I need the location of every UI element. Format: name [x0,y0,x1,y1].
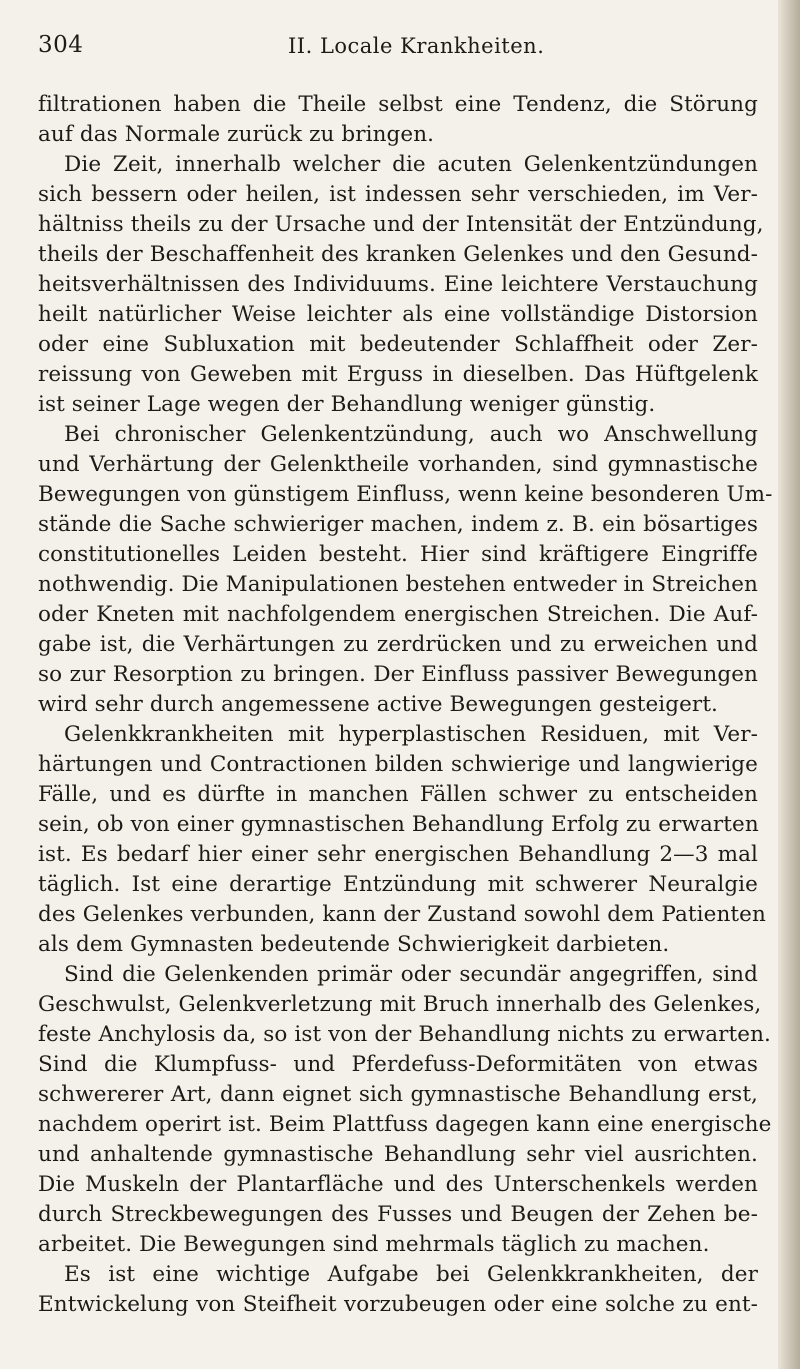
text-line: Die Muskeln der Plantarfläche und des Unterschenkels werden [38,1172,758,1197]
text-line: constitutionelles Leiden besteht. Hier sind kräftigere Eingriffe [38,542,758,567]
text-line: oder eine Subluxation mit bedeutender Schlaffheit oder Zer- [38,332,758,357]
text-line: hältniss theils zu der Ursache und der Intensität der Entzündung, [38,212,764,237]
text-line: und anhaltende gymnastische Behandlung sehr viel ausrichten. [38,1142,758,1167]
text-line: gabe ist, die Verhärtungen zu zerdrücken und zu erweichen und [38,632,758,657]
text-line: nachdem operirt ist. Beim Plattfuss dagegen kann eine energische [38,1112,772,1137]
text-line: härtungen und Contractionen bilden schwierige und langwierige [38,752,758,777]
text-line: durch Streckbewegungen des Fusses und Beugen der Zehen be- [38,1202,758,1227]
text-line: heilt natürlicher Weise leichter als eine vollständige Distorsion [38,302,758,327]
page-edge [778,0,800,1369]
body-text [38,90,773,1320]
text-line: Es ist eine wichtige Aufgabe bei Gelenkkrankheiten, der [64,1262,758,1287]
page-header [38,32,760,66]
text-line: Sind die Klumpfuss- und Pferdefuss-Deformitäten von etwas [38,1052,758,1077]
text-line: sich bessern oder heilen, ist indessen sehr verschieden, im Ver- [38,182,758,207]
text-line: des Gelenkes verbunden, kann der Zustand sowohl dem Patienten [38,902,766,927]
text-line: täglich. Ist eine derartige Entzündung mit schwerer Neuralgie [38,872,758,897]
text-line: schwererer Art, dann eignet sich gymnastische Behandlung erst, [38,1082,758,1107]
text-line: Die Zeit, innerhalb welcher die acuten Gelenkentzündungen [64,152,758,177]
text-line: Bei chronischer Gelenkentzündung, auch wo Anschwellung [64,422,758,447]
text-line: stände die Sache schwieriger machen, indem z. B. ein bösartiges [38,512,758,537]
text-line: Sind die Gelenkenden primär oder secundär angegriffen, sind [64,962,758,987]
text-line: nothwendig. Die Manipulationen bestehen entweder in Streichen [38,572,758,597]
text-line: Geschwulst, Gelenkverletzung mit Bruch innerhalb des Gelenkes, [38,992,762,1017]
text-line: oder Kneten mit nachfolgendem energischen Streichen. Die Auf- [38,602,758,627]
text-line: arbeitet. Die Bewegungen sind mehrmals täglich zu machen. [38,1232,710,1257]
text-line: Gelenkkrankheiten mit hyperplastischen Residuen, mit Ver- [64,722,758,747]
text-line: als dem Gymnasten bedeutende Schwierigkeit darbieten. [38,932,670,957]
text-line: theils der Beschaffenheit des kranken Gelenkes und den Gesund- [38,242,758,267]
text-line: wird sehr durch angemessene active Bewegungen gesteigert. [38,692,718,717]
page-number: 304 [38,32,84,58]
text-line: Fälle, und es dürfte in manchen Fällen schwer zu entscheiden [38,782,758,807]
text-line: so zur Resorption zu bringen. Der Einfluss passiver Bewegungen [38,662,758,687]
text-line: auf das Normale zurück zu bringen. [38,122,435,147]
text-line: ist seiner Lage wegen der Behandlung weniger günstig. [38,392,656,417]
text-line: heitsverhältnissen des Individuums. Eine leichtere Verstauchung [38,272,758,297]
text-line: Bewegungen von günstigem Einfluss, wenn keine besonderen Um- [38,482,773,507]
text-line: filtrationen haben die Theile selbst eine Tendenz, die Störung [38,92,758,117]
text-line: sein, ob von einer gymnastischen Behandlung Erfolg zu erwarten [38,812,759,837]
text-line: Entwickelung von Steifheit vorzubeugen oder eine solche zu ent- [38,1292,758,1317]
text-line: ist. Es bedarf hier einer sehr energischen Behandlung 2—3 mal [38,842,758,867]
text-line: reissung von Geweben mit Erguss in dieselben. Das Hüftgelenk [38,362,758,387]
text-line: und Verhärtung der Gelenktheile vorhanden, sind gymnastische [38,452,758,477]
running-title: II. Locale Krankheiten. [288,34,545,58]
text-line: feste Anchylosis da, so ist von der Behandlung nichts zu erwarten. [38,1022,771,1047]
